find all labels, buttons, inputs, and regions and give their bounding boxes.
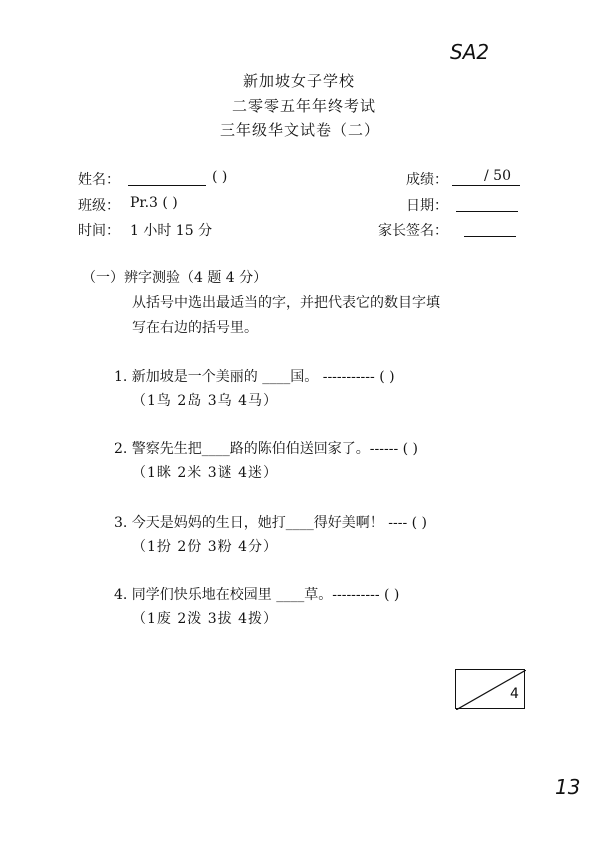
question-2-options: （1眯 2米 3谜 4迷） [132, 465, 278, 481]
name-field[interactable] [128, 169, 206, 190]
date-field[interactable] [456, 195, 518, 216]
school-name: 新加坡女子学校 [243, 72, 356, 90]
parent-signature-label: 家长签名： [378, 223, 448, 239]
parent-signature-field[interactable] [464, 220, 516, 241]
name-label: 姓名： [78, 172, 120, 188]
exam-title: 二零零五年年终考试 [232, 97, 377, 115]
question-1-stem: 1. 新加坡是一个美丽的 ____国。 ----------- ( ) [114, 369, 395, 385]
class-value[interactable]: Pr.3 ( ) [130, 195, 178, 211]
time-label: 时间： [78, 223, 120, 239]
question-3-options: （1扮 2份 3粉 4分） [132, 539, 278, 555]
class-label: 班级： [78, 198, 120, 214]
score-total: / 50 [484, 168, 511, 184]
corner-mark: SA2 [450, 40, 490, 64]
question-1-options: （1鸟 2岛 3乌 4马） [132, 393, 278, 409]
name-class-number-paren[interactable]: ( ) [212, 169, 228, 185]
question-3-stem: 3. 今天是妈妈的生日，她打____得好美啊！ ---- ( ) [114, 515, 428, 531]
section-instruction-line-2: 写在右边的括号里。 [132, 320, 258, 336]
question-2-stem: 2. 警察先生把____路的陈伯伯送回家了。------ ( ) [114, 441, 419, 457]
section-score-box[interactable] [455, 669, 525, 709]
score-label: 成绩： [406, 172, 448, 188]
date-label: 日期： [406, 198, 448, 214]
question-4-stem: 4. 同学们快乐地在校园里 ____草。---------- ( ) [114, 587, 400, 603]
score-box-max: 4 [510, 686, 519, 702]
paper-title: 三年级华文试卷（二） [220, 121, 381, 139]
page-number: 13 [555, 775, 581, 799]
time-value: 1 小时 15 分 [130, 223, 213, 239]
section-title: （一）辨字测验（4 题 4 分） [82, 270, 268, 286]
question-4-options: （1废 2泼 3拔 4拨） [132, 611, 278, 627]
section-instruction-line-1: 从括号中选出最适当的字，并把代表它的数目字填 [132, 295, 440, 311]
